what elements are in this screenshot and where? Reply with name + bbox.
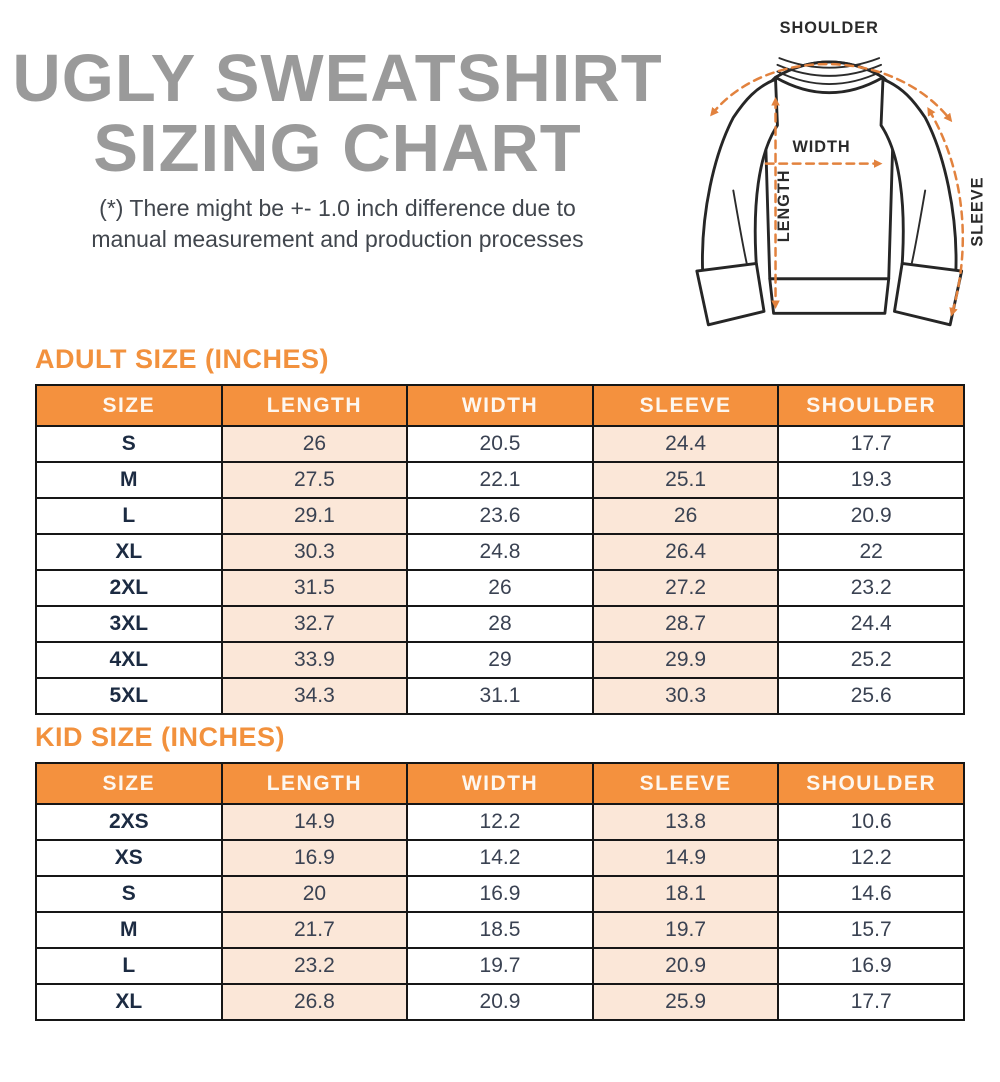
measurement-cell: 24.8 (407, 534, 593, 570)
measurement-cell: 14.9 (593, 840, 779, 876)
size-cell: 2XS (36, 804, 222, 840)
measurement-cell: 25.2 (778, 642, 964, 678)
measurement-cell: 26.4 (593, 534, 779, 570)
column-header-shoulder: SHOULDER (778, 385, 964, 426)
measurement-cell: 16.9 (407, 876, 593, 912)
sweatshirt-diagram-svg (674, 14, 996, 344)
measurement-cell: 12.2 (407, 804, 593, 840)
measurement-cell: 34.3 (222, 678, 408, 714)
table-row (36, 570, 964, 606)
measurement-cell: 26 (407, 570, 593, 606)
measurement-cell: 20.5 (407, 426, 593, 462)
measurement-cell: 20 (222, 876, 408, 912)
measurement-cell: 15.7 (778, 912, 964, 948)
measurement-cell: 27.5 (222, 462, 408, 498)
column-header-length: LENGTH (222, 763, 408, 804)
measurement-cell: 14.2 (407, 840, 593, 876)
measurement-cell: 31.1 (407, 678, 593, 714)
measurement-cell: 14.9 (222, 804, 408, 840)
measurement-cell: 18.5 (407, 912, 593, 948)
kid-section-title: KID SIZE (INCHES) (35, 722, 286, 752)
measurement-cell: 19.7 (407, 948, 593, 984)
size-cell: M (36, 462, 222, 498)
measurement-cell: 28 (407, 606, 593, 642)
note-line-1: (*) There might be +- 1.0 inch difference due to (99, 195, 576, 222)
measurement-cell: 30.3 (593, 678, 779, 714)
size-cell: 2XL (36, 570, 222, 606)
measurement-cell: 20.9 (593, 948, 779, 984)
column-header-sleeve: SLEEVE (593, 385, 779, 426)
column-header-sleeve: SLEEVE (593, 763, 779, 804)
measurement-cell: 22 (778, 534, 964, 570)
measurement-cell: 32.7 (222, 606, 408, 642)
disclaimer-note (0, 193, 675, 254)
length-label: LENGTH (774, 169, 793, 243)
size-cell: 5XL (36, 678, 222, 714)
size-cell: S (36, 876, 222, 912)
measurement-cell: 23.2 (222, 948, 408, 984)
measurement-cell: 29.1 (222, 498, 408, 534)
size-cell: L (36, 948, 222, 984)
table-row (36, 804, 964, 840)
table-row (36, 498, 964, 534)
size-cell: XS (36, 840, 222, 876)
measurement-cell: 16.9 (778, 948, 964, 984)
measurement-cell: 31.5 (222, 570, 408, 606)
measurement-cell: 24.4 (778, 606, 964, 642)
table-row (36, 876, 964, 912)
table-row (36, 840, 964, 876)
table-row (36, 678, 964, 714)
measurement-cell: 26.8 (222, 984, 408, 1020)
table-row (36, 606, 964, 642)
measurement-cell: 26 (593, 498, 779, 534)
title-block (0, 41, 675, 254)
kid-size-section (35, 722, 965, 1021)
measurement-cell: 26 (222, 426, 408, 462)
table-row (36, 426, 964, 462)
sweatshirt-hem (770, 279, 889, 314)
sweatshirt-right-cuff (894, 263, 961, 324)
note-line-2: manual measurement and production processes (91, 225, 584, 252)
size-cell: XL (36, 534, 222, 570)
measurement-cell: 30.3 (222, 534, 408, 570)
width-label: WIDTH (792, 138, 851, 157)
size-cell: 4XL (36, 642, 222, 678)
size-cell: M (36, 912, 222, 948)
measurement-cell: 33.9 (222, 642, 408, 678)
kid-size-table (35, 762, 965, 1021)
measurement-cell: 21.7 (222, 912, 408, 948)
measurement-cell: 17.7 (778, 984, 964, 1020)
table-row (36, 912, 964, 948)
column-header-shoulder: SHOULDER (778, 763, 964, 804)
measurement-cell: 13.8 (593, 804, 779, 840)
sweatshirt-measurement-diagram (674, 14, 996, 344)
column-header-length: LENGTH (222, 385, 408, 426)
measurement-cell: 24.4 (593, 426, 779, 462)
measurement-cell: 14.6 (778, 876, 964, 912)
measurement-cell: 12.2 (778, 840, 964, 876)
size-cell: L (36, 498, 222, 534)
adult-size-table (35, 384, 965, 715)
measurement-cell: 25.1 (593, 462, 779, 498)
measurement-cell: 23.2 (778, 570, 964, 606)
page-title (0, 41, 675, 186)
table-row (36, 948, 964, 984)
title-line-2: SIZING CHART (93, 110, 582, 186)
measurement-cell: 28.7 (593, 606, 779, 642)
adult-size-section (35, 344, 965, 715)
header (0, 0, 1000, 345)
measurement-cell: 17.7 (778, 426, 964, 462)
column-header-width: WIDTH (407, 763, 593, 804)
measurement-cell: 25.9 (593, 984, 779, 1020)
measurement-cell: 25.6 (778, 678, 964, 714)
size-cell: 3XL (36, 606, 222, 642)
title-line-1: UGLY SWEATSHIRT (12, 41, 663, 116)
size-cell: XL (36, 984, 222, 1020)
measurement-cell: 19.7 (593, 912, 779, 948)
measurement-cell: 18.1 (593, 876, 779, 912)
size-cell: S (36, 426, 222, 462)
table-row (36, 984, 964, 1020)
column-header-size: SIZE (36, 385, 222, 426)
measurement-cell: 22.1 (407, 462, 593, 498)
measurement-cell: 10.6 (778, 804, 964, 840)
table-row (36, 462, 964, 498)
measurement-cell: 27.2 (593, 570, 779, 606)
table-row (36, 534, 964, 570)
sleeve-label: SLEEVE (968, 176, 987, 247)
table-header-row (36, 385, 964, 426)
measurement-cell: 23.6 (407, 498, 593, 534)
table-row (36, 642, 964, 678)
measurement-cell: 20.9 (778, 498, 964, 534)
column-header-size: SIZE (36, 763, 222, 804)
measurement-cell: 16.9 (222, 840, 408, 876)
measurement-cell: 20.9 (407, 984, 593, 1020)
table-header-row (36, 763, 964, 804)
column-header-width: WIDTH (407, 385, 593, 426)
measurement-cell: 19.3 (778, 462, 964, 498)
shoulder-label: SHOULDER (779, 19, 879, 38)
measurement-cell: 29 (407, 642, 593, 678)
sweatshirt-left-cuff (697, 263, 764, 324)
measurement-cell: 29.9 (593, 642, 779, 678)
adult-section-title: ADULT SIZE (INCHES) (35, 344, 329, 374)
